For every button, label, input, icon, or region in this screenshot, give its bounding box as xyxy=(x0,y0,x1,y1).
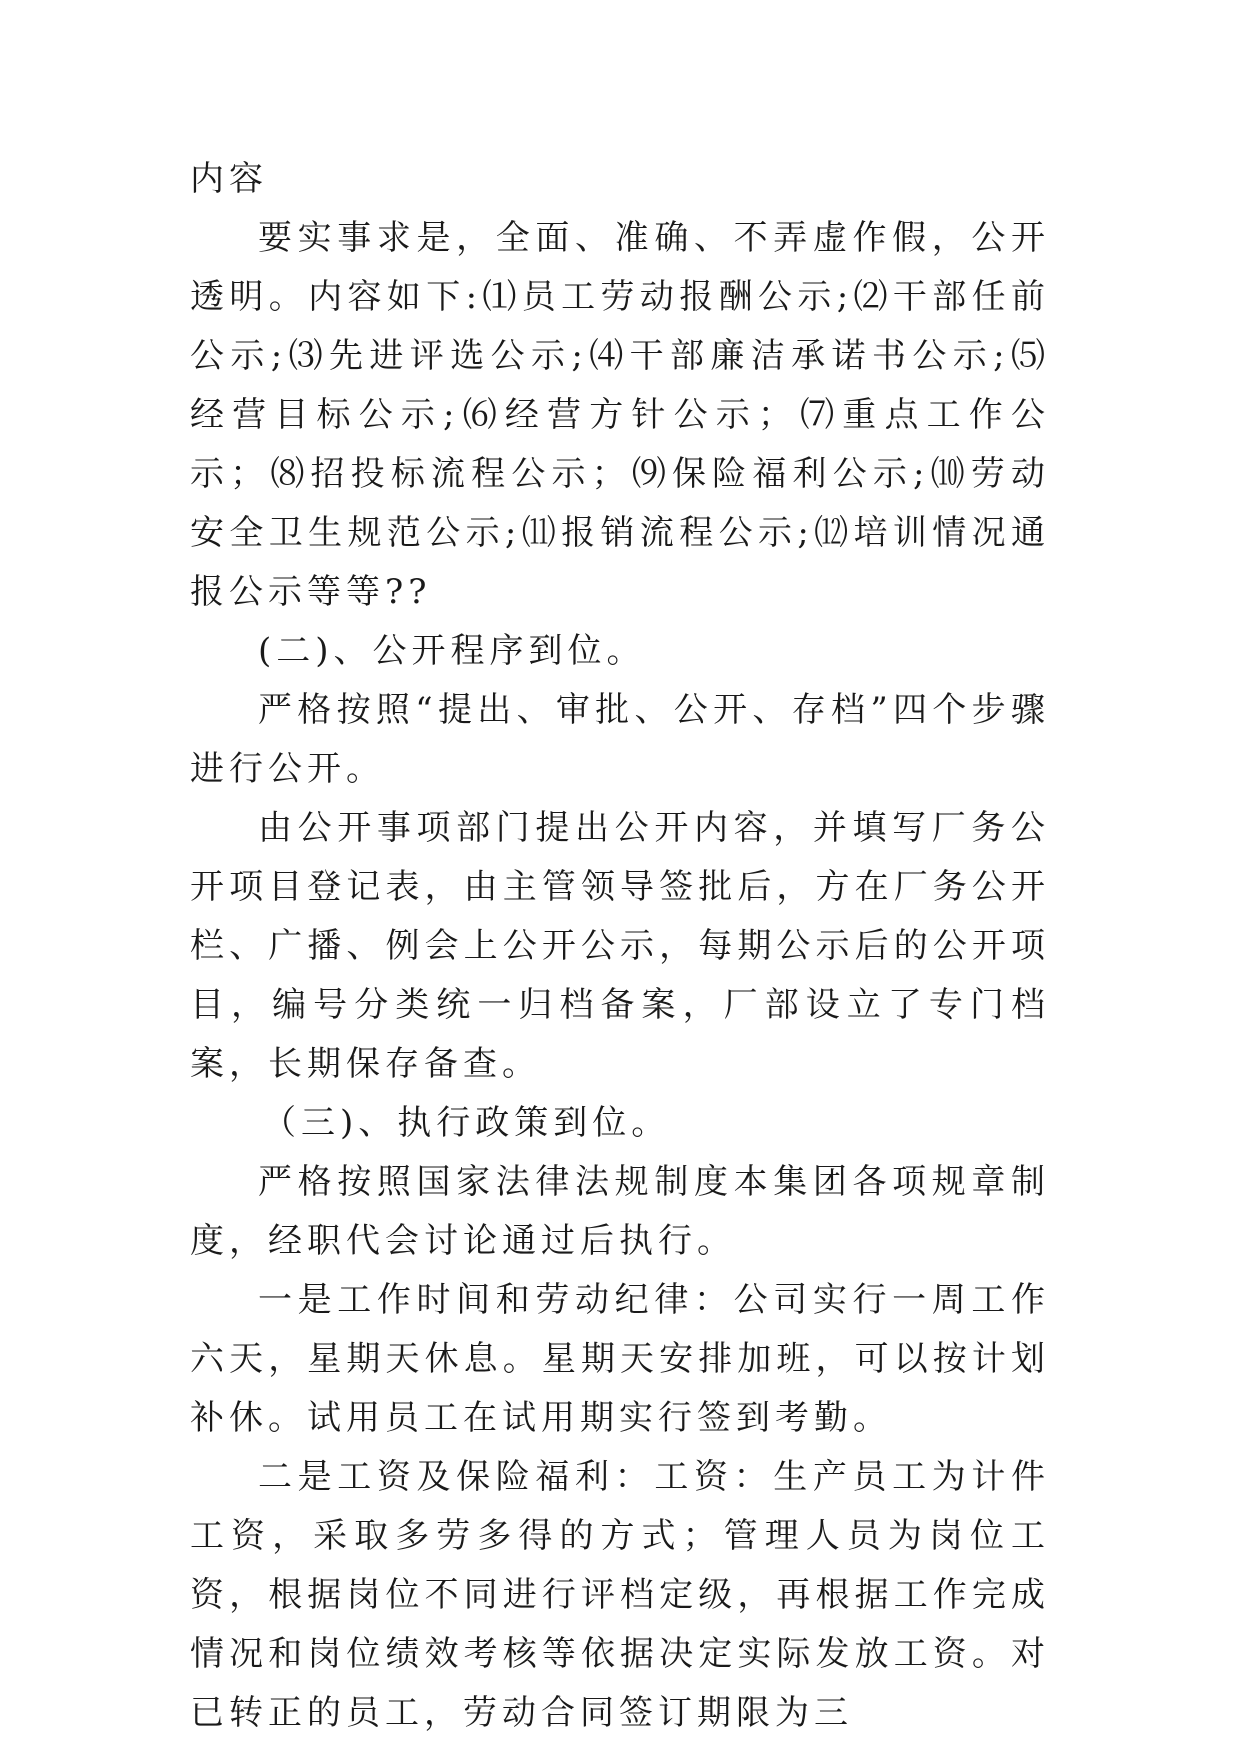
paragraph-content-heading: 内容 xyxy=(190,159,268,199)
document-body xyxy=(190,150,1050,1743)
paragraph-regulations: 严格按照国家法律法规制度本集团各项规章制度，经职代会讨论通过后执行。 xyxy=(190,1162,1050,1261)
section-heading-procedure: (二)、公开程序到位。 xyxy=(258,631,646,671)
paragraph-working-hours: 一是工作时间和劳动纪律：公司实行一周工作六天，星期天休息。星期天安排加班，可以按计划补休。试用员工在试用期实行签到考勤。 xyxy=(190,1280,1050,1438)
section-heading-policy: （三)、执行政策到位。 xyxy=(262,1103,671,1143)
paragraph-registration-process: 由公开事项部门提出公开内容，并填写厂务公开项目登记表，由主管领导签批后，方在厂务公开栏、广播、例会上公开公示，每期公示后的公开项目，编号分类统一归档备案，厂部设立了专门档案，长期保存备查。 xyxy=(190,808,1050,1084)
paragraph-four-steps: 严格按照“提出、审批、公开、存档”四个步骤进行公开。 xyxy=(190,690,1050,789)
paragraph-wages-welfare: 二是工资及保险福利：工资：生产员工为计件工资，采取多劳多得的方式；管理人员为岗位工资，根据岗位不同进行评档定级，再根据工作完成情况和岗位绩效考核等依据决定实际发放工资。对已转正的员工，劳动合同签订期限为三 xyxy=(190,1457,1050,1733)
paragraph-disclosure-items: 要实事求是，全面、准确、不弄虚作假，公开透明。内容如下:⑴员工劳动报酬公示;⑵干部任前公示;⑶先进评选公示;⑷干部廉洁承诺书公示;⑸经营目标公示;⑹经营方针公示；⑺重点工作公示；⑻招投标流程公示；⑼保险福利公示;⑽劳动安全卫生规范公示;⑾报销流程公示;⑿培训情况通报公示等等?? xyxy=(190,218,1050,612)
